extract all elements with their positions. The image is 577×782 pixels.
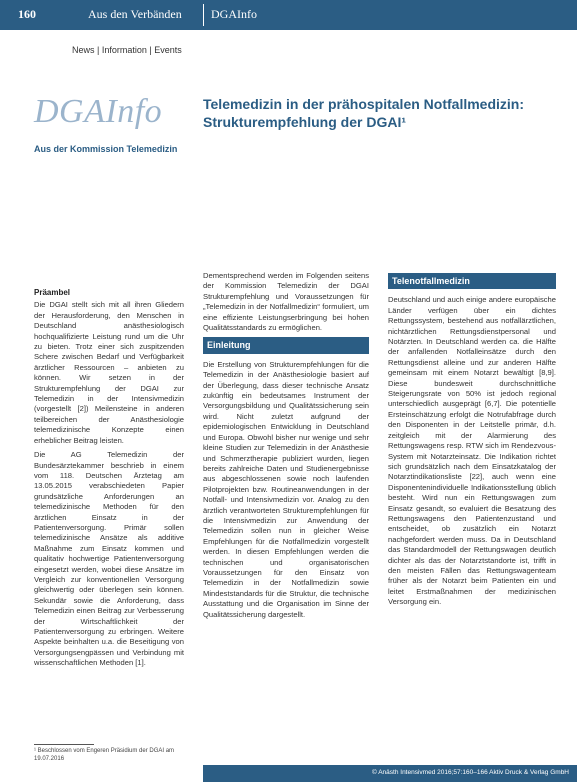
footnote: ¹ Beschlossen vom Engeren Präsidium der DGAI am 19.07.2016 (34, 748, 175, 762)
heading-einleitung: Einleitung (203, 337, 369, 353)
page-number: 160 (18, 7, 36, 21)
dgainfo-logo: DGAInfo (34, 93, 163, 130)
paragraph: Die Erstellung von Strukturempfehlungen für die Telemedizin in der Anästhesiologie basiert auf der Überlegung, dass dieser technische Ansatz zukünftig ein bedeutsames Instrument der Versorgungsbildung und Qualitätssicherung sein wird. Nicht zuletzt aufgrund der epidemiologischen Entwicklung in Deutschland und Europa. Obwohl bisher nur wenige und sehr kleine Studien zur Telemedizin in der Anästhesie und Schmerztherapie publiziert wurden, liegen bereits zahlreiche Daten und Studienergebnisse aus abgeschlossenen sowie noch laufenden Pilotprojekten bzw. Routineanwendungen in der Notfall- und Intensivmedizin vor. Analog zu den ärztlich verantworteten Strukturempfehlungen für die Intensivmedizin zur Anwendung der Telemedizin sollen nun in gleicher Weise Empfehlungen für die Notfallmedizin vorgestellt werden. In diesen Empfehlungen werden die technischen und organisatorischen Voraussetzungen für den Einsatz von Telemedizin in der Notfallmedizin sowie Mindeststandards für die Struktur, die technische Ausstattung und die Organisation im Sinne der Qualitätssicherung dargestellt. (203, 359, 369, 619)
header-bar (0, 0, 577, 30)
title-line-2: Strukturempfehlung der DGAI¹ (203, 114, 407, 130)
header-brand: DGAInfo (211, 7, 257, 21)
paragraph: Die AG Telemedizin der Bundesärztekammer beschrieb in einem vom 118. Deutschen Ärztetag am 13.05.2015 verabschiedeten Papier grundsätzliche Anforderungen an telemedizinische Methoden für den ärztlichen Einsatz in der Patientenversorgung. Primär sollen telemedizinische Ansätze als additive Maßnahme zum Einsatz kommen und qualitativ hochwertige Patientenversorgung eingesetzt werden, wobei diese Ansätze im Vergleich zur konventionellen Versorgung gleichwertig oder überlegen sein können. Sekundär sowie die Anforderung, dass Telemedizin einen Beitrag zur Verbesserung der Wirtschaftlichkeit der Patientenversorgung zu erbringen. Weitere Aspekte beinhalten u.a. die Beseitigung von Versorgungsengpässen und Verbindung mit wissenschaftlichen Methoden [1]. (34, 450, 184, 668)
footnote-rule (34, 744, 94, 745)
heading-praeambel: Präambel (34, 288, 71, 297)
title-line-1: Telemedizin in der prähospitalen Notfallmedizin: (203, 96, 525, 112)
footer-bar (203, 765, 577, 782)
header-divider (203, 4, 204, 26)
logo-subtitle: Aus der Kommission Telemedizin (34, 144, 178, 154)
paragraph: Deutschland und auch einige andere europäische Länder verfügen über ein dichtes Rettungssystem, bestehend aus notfallärztlichen, nichtärztlichen Rettungsdienstpersonal und Notärzten. In Deutschland werden ca. die Hälfte der anfallenden Notfalleinsätze durch den Rettungsdienst alleine und zur anderen Hälfte gemeinsam mit einem Notarzt bewältigt [8,9]. Diese bundesweit durchschnittliche Steigerungsrate von 50% ist jedoch regional unterschiedlich ausgeprägt [6,7]. Die potentielle Ersteinschätzung erfolgt die Notrufabfrage durch den Disponenten in der Leitstelle primär, d.h. zeitgleich mit der Alarmierung des Rettungswagens resp. RTW sich im Rendezvous-System mit Notarzteinsatz. Die Indikation richtet sich grundsätzlich nach dem Einsatzkatalog der Notarztindikationsliste [22], auch wenn eine Disponentenindividuelle Indikationsstellung üblich besteht. Wird nun ein Rettungswagen zum Einsatz gesandt, so evaluiert die Besatzung des Rettungswagens den Patientenzustand und entscheidet, ob zusätzlich ein Notarzt nachgefordert werden muss. Da in Deutschland das Standardmodell der Rettungswagen deutlich dichter als das der Notarztstandorte ist, trifft in den meisten Fällen das Rettungswagenteam früher als der Notarzt beim Patienten ein und leitet Erstmaßnahmen der medizinischen Versorgung ein. (388, 295, 556, 607)
paragraph: Die DGAI stellt sich mit all ihren Gliedern der Herausforderung, den Menschen in Deutschland anästhesiologisch hochqualifizierte Leistung rund um die Uhr zu bieten. Trotz einer sich zuspitzenden Schere zwischen Bedarf und Verfügbarkeit ärztlicher Ressourcen – anbieten zu können. Wir setzen in der Strukturempfehlung der DGAI zur Telemedizin in der Intensivmedizin (vorgestellt [2]) Meilensteine in anderen teilbereichen der Anästhesiologie telemedizinische Konzepte einen erheblicher Beitrag leisten. (34, 300, 184, 445)
paragraph: Dementsprechend werden im Folgenden seitens der Kommission Telemedizin der DGAI Strukturempfehlung und Voraussetzungen für „Telemedizin in der Notfallmedizin“ formuliert, um eine effiziente Leistungserbringung bei hohen Qualitätsstandards zu ermöglichen. (203, 271, 369, 333)
column-2 (203, 271, 369, 624)
subnav: News | Information | Events (72, 45, 182, 55)
article-title (203, 95, 543, 131)
column-3 (388, 271, 556, 612)
section-title: Aus den Verbänden (88, 7, 182, 21)
heading-telenotfallmedizin: Telenotfallmedizin (388, 273, 556, 289)
footer-text: © Anästh Intensivmed 2016;57:160–166 Aktiv Druck & Verlag GmbH (371, 769, 569, 776)
column-1 (34, 288, 184, 673)
